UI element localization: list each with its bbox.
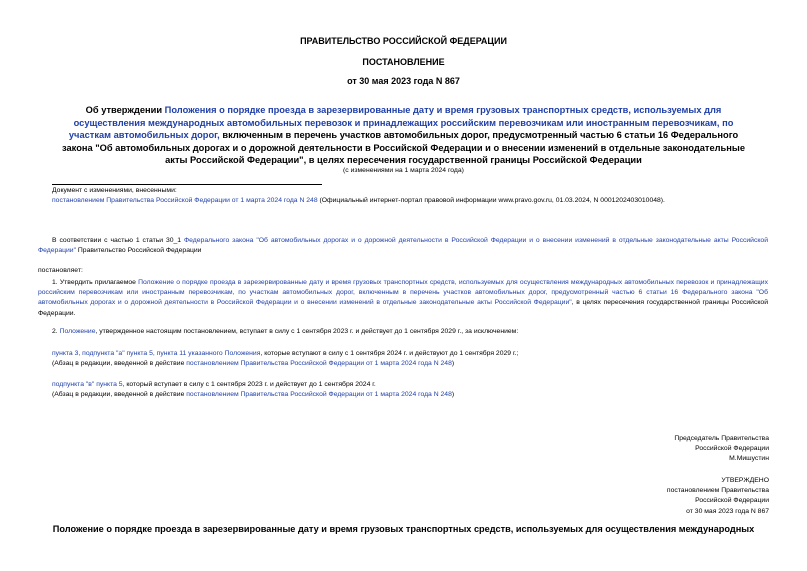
preamble-law-link[interactable]: Федерального закона "Об автомобильных дорогах и о дорожной деятельности в Российской Федерации и о внесении изменений в отдельные законодательные акты Российской Федерации" — [38, 237, 768, 255]
signature-name: М.Мишустин — [729, 455, 769, 463]
approved-date: от 30 мая 2023 года N 867 — [686, 507, 769, 515]
exception-1-rest: , которые вступают в силу с 1 сентября 2024 г. и действуют до 1 сентября 2029 г.; — [260, 350, 519, 357]
exception-2-note-prefix: (Абзац в редакции, введенной в действие — [52, 391, 187, 399]
title-prefix: Об утверждении — [85, 105, 165, 115]
item-2 — [52, 327, 768, 337]
approved-country: Российской Федерации — [695, 497, 769, 505]
preamble — [38, 236, 768, 256]
exception-1-line — [52, 349, 768, 359]
preamble-prefix: В соответствии с частью 1 статьи 30_1 — [52, 237, 184, 244]
title-link[interactable]: Положения о порядке проезда в зарезервированные дату и время грузовых транспортных средств, используемых для осуществления международных автомобильных перевозок и принадлежащих российским перевозчикам или иностранным перевозчикам, по участкам автомобильных дорог, — [68, 105, 734, 140]
preamble-rest: Правительство Российской Федерации — [76, 247, 202, 255]
title-rest: включенным в перечень участков автомобильных дорог, предусмотренный частью 6 статьи 16 Федерального закона "Об автомобильных дорогах и о дорожной деятельности в Российской Федерации и о внесении изменений в отдельные законодательные акты Российской Федерации", в целях пересечения государственной границы Российской Федерации — [62, 130, 745, 165]
exception-1 — [52, 349, 768, 369]
exception-1-note — [52, 359, 768, 369]
item-2-prefix: 2. — [52, 328, 60, 335]
exception-2-line — [52, 380, 768, 390]
changes-label: Документ с изменениями, внесенными: — [52, 187, 177, 194]
exception-1-note-link[interactable]: постановлением Правительства Российской Федерации от 1 марта 2024 года N 248 — [186, 360, 452, 368]
item-1-rest: , в целях пересечения государственной границы Российской Федерации. — [38, 299, 769, 317]
exception-2-note-link[interactable]: постановлением Правительства Российской Федерации от 1 марта 2024 года N 248 — [186, 391, 452, 399]
resolves-label: постановляет: — [38, 267, 83, 274]
signature-block — [469, 434, 769, 465]
exception-2 — [52, 380, 768, 400]
approved-label: УТВЕРЖДЕНО — [721, 477, 769, 484]
item-1-prefix: 1. Утвердить прилагаемое — [52, 279, 139, 286]
document-title — [62, 104, 745, 167]
exception-2-link[interactable]: подпункта "в" пункта 5 — [52, 381, 123, 388]
changes-rest: (Официальный интернет-портал правовой информации www.pravo.gov.ru, 01.03.2024, N 0001202403010048). — [317, 197, 665, 205]
document-type: ПОСТАНОВЛЕНИЕ — [362, 57, 445, 67]
signature-country: Российской Федерации — [695, 445, 769, 453]
item-2-rest: , утвержденное настоящим постановлением, вступает в силу с 1 сентября 2023 г. и действует до 1 сентября 2029 г., за исключением: — [95, 328, 519, 335]
revision-note: (с изменениями на 1 марта 2024 года) — [343, 167, 464, 174]
item-2-regulation-link[interactable]: Положение — [59, 328, 96, 335]
approved-block — [469, 476, 769, 517]
exception-1-link[interactable]: пункта 3, подпункта "а" пункта 5, пункта 11 указанного Положения — [52, 350, 261, 357]
changes-divider — [52, 184, 322, 185]
exception-1-note-prefix: (Абзац в редакции, введенной в действие — [52, 360, 187, 368]
document-date-number: от 30 мая 2023 года N 867 — [347, 76, 460, 86]
changes-block — [52, 186, 762, 206]
government-heading: ПРАВИТЕЛЬСТВО РОССИЙСКОЙ ФЕДЕРАЦИИ — [300, 36, 507, 46]
item-1-regulation-link[interactable]: Положение о порядке проезда в зарезервированные дату и время грузовых транспортных средств, используемых для осуществления международных автомобильных перевозок и принадлежащих российским перевозчикам или иностранным перевозчикам, по участкам автомобильных дорог, включенным в перечень участков автомобильных дорог, предусмотренный частью 6 статьи 16 Федерального закона "Об автомобильных дорогах и о дорожной деятельности в Российской Федерации и о внесении изменений в отдельные законодательные акты Российской Федерации" — [38, 279, 769, 307]
exception-1-note-suffix: ) — [451, 360, 455, 368]
exception-2-note-suffix: ) — [451, 391, 455, 399]
exception-2-note — [52, 390, 768, 400]
changes-link[interactable]: постановлением Правительства Российской Федерации от 1 марта 2024 года N 248 — [52, 197, 318, 205]
item-1 — [38, 278, 768, 319]
regulation-title: Положение о порядке проезда в зарезервированные дату и время грузовых транспортных средств, используемых для осуществления международных — [52, 524, 755, 534]
changes-line — [52, 196, 762, 206]
signature-position: Председатель Правительства — [674, 435, 769, 442]
approved-by: постановлением Правительства — [666, 487, 769, 495]
exception-2-rest: , который вступает в силу с 1 сентября 2023 г. и действует до 1 сентября 2024 г. — [122, 381, 376, 388]
